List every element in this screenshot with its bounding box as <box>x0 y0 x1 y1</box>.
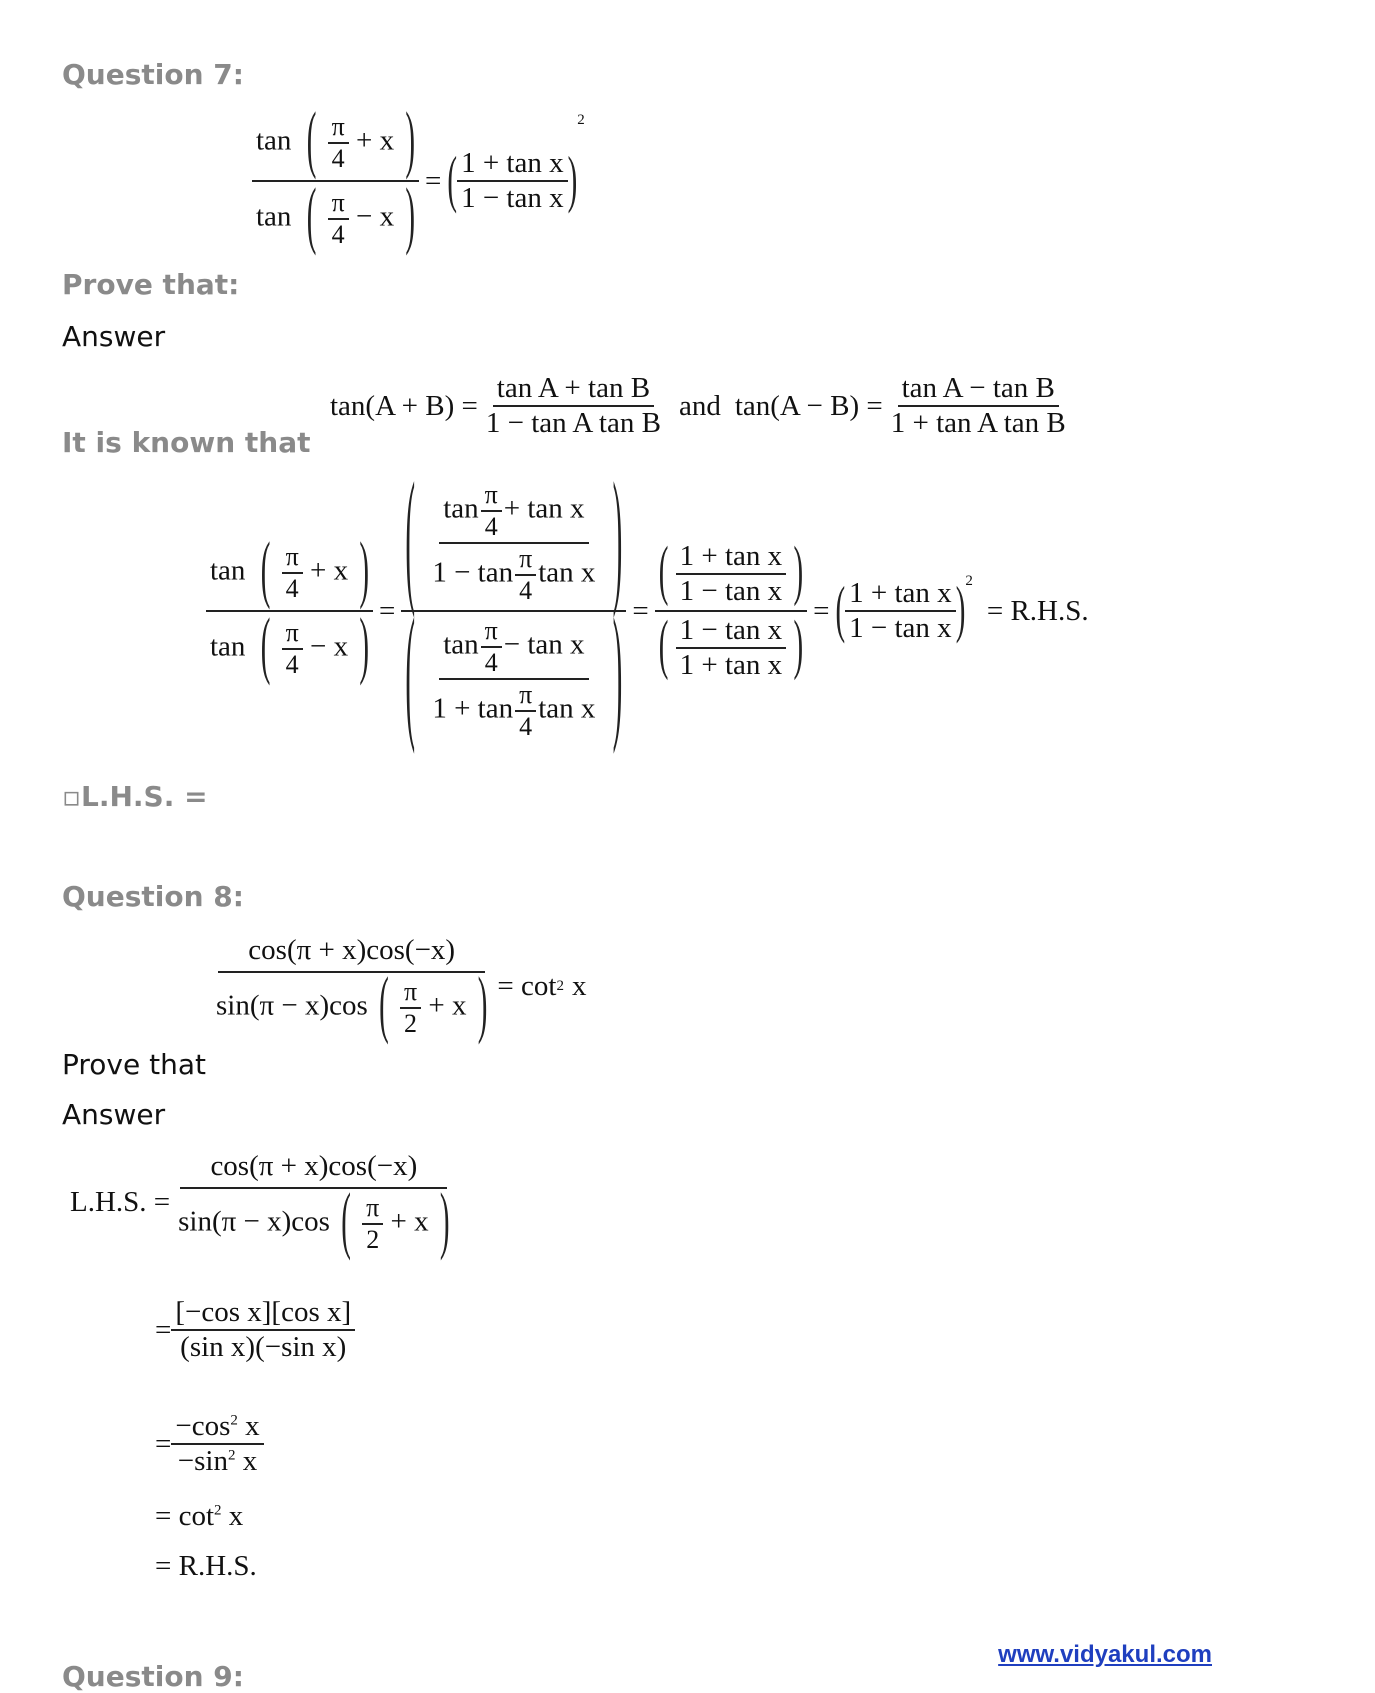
text: cos(π + x)cos(−x) <box>218 934 485 973</box>
q7-statement <box>252 98 585 258</box>
text: tan <box>443 492 479 525</box>
pi: π <box>515 544 536 576</box>
text: + x <box>428 989 467 1022</box>
paren: ( <box>405 591 416 758</box>
text: + x <box>356 124 395 157</box>
text: 1 − tan x <box>679 575 783 607</box>
text: 1 − tan x <box>461 182 564 214</box>
text: 1 − tan x <box>676 614 787 649</box>
text: x <box>571 970 587 1002</box>
paren: ( <box>447 144 458 216</box>
text: −sin <box>177 1445 228 1477</box>
equals: = <box>155 1313 172 1346</box>
four: 4 <box>331 144 345 173</box>
four: 4 <box>484 648 498 677</box>
q8-step-1 <box>70 1150 454 1263</box>
paren: ( <box>260 604 271 688</box>
four: 4 <box>484 512 498 541</box>
text: − tan x <box>503 628 585 661</box>
text: 1 + tan x <box>845 577 956 612</box>
text: tan <box>210 630 246 663</box>
text: 1 + tan x <box>679 649 783 681</box>
text: L.H.S. = <box>70 1186 171 1218</box>
equals: = <box>813 594 830 627</box>
q7-identity <box>330 372 1070 440</box>
paren: ) <box>359 528 370 612</box>
paren: ) <box>405 98 416 182</box>
paren: ) <box>793 534 804 608</box>
text: tan <box>256 200 292 233</box>
text: (sin x)(−sin x) <box>180 1331 347 1363</box>
q8-statement <box>212 934 587 1047</box>
vidyakul-link[interactable]: www.vidyakul.com <box>998 1641 1212 1668</box>
equals: = <box>425 164 442 197</box>
q8-answer-label: Answer <box>62 1098 166 1131</box>
q7-known-label: It is known that <box>62 426 311 459</box>
two: 2 <box>404 1009 418 1038</box>
text: and <box>678 389 721 422</box>
text: + x <box>390 1205 429 1238</box>
text: tan <box>256 124 292 157</box>
q9-heading: Question 9: <box>62 1660 244 1693</box>
text: 1 − tan x <box>849 612 952 644</box>
paren: ) <box>612 455 623 622</box>
exponent: 2 <box>230 1412 238 1429</box>
exponent: 2 <box>965 572 973 589</box>
text: cos(π + x)cos(−x) <box>180 1150 447 1189</box>
q8-step-3 <box>155 1410 264 1478</box>
text: tan <box>210 554 246 587</box>
text: tan A + tan B <box>493 372 654 407</box>
text: tan(A − B) = <box>734 389 883 422</box>
four: 4 <box>519 712 533 741</box>
four: 4 <box>331 220 345 249</box>
pi: π <box>362 1193 383 1225</box>
pi: π <box>328 112 349 144</box>
text: 1 + tan x <box>457 147 568 182</box>
paren: ( <box>306 98 317 182</box>
paren: ) <box>439 1179 450 1263</box>
q7-working <box>206 455 1089 758</box>
text: − x <box>310 630 349 663</box>
paren: ) <box>477 963 488 1047</box>
text: −cos <box>175 1410 231 1442</box>
text: 1 + tan A tan B <box>890 407 1066 439</box>
text: tan x <box>538 692 596 725</box>
text: x <box>228 1500 244 1532</box>
paren: ( <box>405 455 416 622</box>
paren: ( <box>379 963 389 1047</box>
text: − x <box>356 200 395 233</box>
text: = cot <box>497 970 557 1002</box>
text: sin(π − x)cos <box>178 1205 330 1238</box>
rhs-text: = R.H.S. <box>986 594 1089 627</box>
two: 2 <box>366 1225 380 1254</box>
paren: ) <box>793 608 804 682</box>
pi: π <box>400 977 421 1009</box>
equals: = <box>632 594 649 627</box>
pi: π <box>481 616 502 648</box>
text: = cot <box>155 1500 215 1532</box>
four: 4 <box>285 650 299 679</box>
pi: π <box>282 618 303 650</box>
paren: ( <box>658 534 669 608</box>
text: 1 − tan A tan B <box>485 407 661 439</box>
text: tan x <box>538 556 596 589</box>
paren: ) <box>612 591 623 758</box>
paren: ( <box>341 1179 351 1263</box>
q8-step-5: = R.H.S. <box>155 1550 257 1582</box>
q7-lhs-label: ▫L.H.S. = <box>62 780 208 813</box>
pi: π <box>481 480 502 512</box>
equals: = <box>155 1427 172 1460</box>
paren: ) <box>567 144 578 216</box>
text: + x <box>310 554 349 587</box>
text: tan(A + B) = <box>330 389 478 422</box>
paren: ( <box>658 608 669 682</box>
text: x <box>242 1445 258 1477</box>
q7-answer-label: Answer <box>62 320 166 353</box>
paren: ) <box>405 174 416 258</box>
text: x <box>245 1410 260 1442</box>
q8-step-2 <box>155 1296 355 1364</box>
pi: π <box>515 680 536 712</box>
paren: ) <box>359 604 370 688</box>
equals: = <box>379 594 396 627</box>
paren: ( <box>260 528 271 612</box>
q7-prove-label: Prove that: <box>62 268 240 301</box>
text: [−cos x][cos x] <box>171 1296 355 1331</box>
text: tan <box>443 628 479 661</box>
four: 4 <box>519 576 533 605</box>
text: sin(π − x)cos <box>216 989 368 1022</box>
exponent: 2 <box>556 978 564 994</box>
text: 1 − tan <box>432 556 514 589</box>
paren: ( <box>306 174 317 258</box>
q8-step-4 <box>155 1500 243 1533</box>
four: 4 <box>285 574 299 603</box>
exponent: 2 <box>214 1502 222 1519</box>
text: + tan x <box>503 492 585 525</box>
exponent: 2 <box>577 112 585 128</box>
q8-heading: Question 8: <box>62 880 244 913</box>
paren: ( <box>835 574 846 646</box>
exponent: 2 <box>227 1447 236 1464</box>
text: 1 + tan <box>432 692 514 725</box>
pi: π <box>328 188 349 220</box>
q7-heading: Question 7: <box>62 58 244 91</box>
text: tan A − tan B <box>898 372 1059 407</box>
text: 1 + tan x <box>676 540 787 575</box>
paren: ) <box>955 574 966 646</box>
q8-prove-label: Prove that <box>62 1048 206 1081</box>
pi: π <box>282 542 303 574</box>
